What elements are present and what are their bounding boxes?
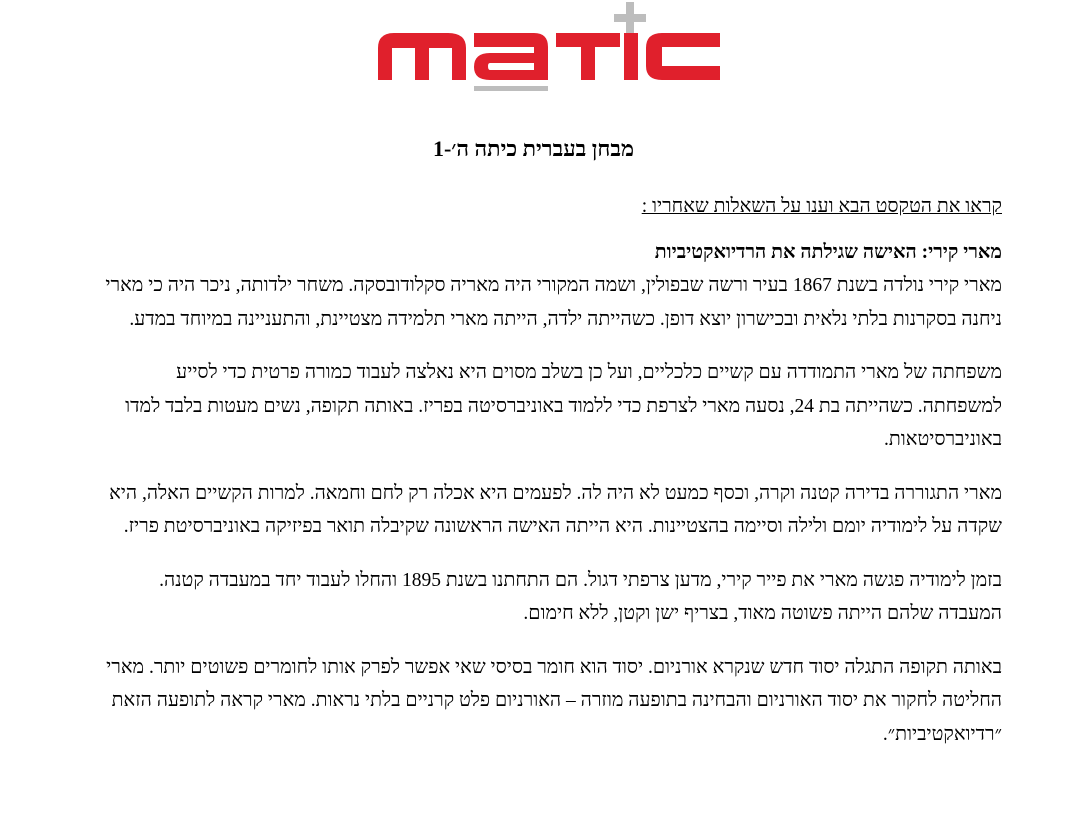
page-title: מבחן בעברית כיתה ה׳-1: [432, 136, 635, 161]
paragraph: מארי קירי נולדה בשנת 1867 בעיר ורשה שבפולין, ושמה המקורי היה מאריה סקלודובסקה. משחר ילדותה, ניכר היה כי מארי ניחנה בסקרנות בלתי נלאית ובכישרון יוצא דופן. כשהייתה ילדה, הייתה מארי תלמידה מצטיינת, והתעניינה במיוחד במדע.: [105, 275, 1002, 330]
article-subtitle: מארי קירי: האישה שגילתה את הרדיואקטיביות: [654, 241, 1002, 263]
logo-letter-i: [624, 33, 638, 80]
logo-letter-a: [474, 33, 548, 91]
paragraph: באותה תקופה התגלה יסוד חדש שנקרא אורניום. יסוד הוא חומר בסיסי שאי אפשר לפרק אותו לחומרים פשוטים יותר. מארי החליטה לחקור את יסוד האורניום והבחינה בתופעה מוזרה – האורניום פלט קרניים בלתי נראות. מארי קראה לתופעה הזאת ״רדיואקטיביות״.: [106, 656, 1002, 745]
paragraph: מארי התגוררה בדירה קטנה וקרה, וכסף כמעט לא היה לה. לפעמים היא אכלה רק לחם וחמאה. למרות הקשיים האלה, היא שקדה על לימודיה יומם ולילה וסיימה בהצטיינות. היא הייתה האישה הראשונה שקיבלה תואר בפיזיקה באוניברסיטת פריז.: [109, 482, 1002, 537]
logo-letter-t: [556, 33, 620, 80]
paragraph: משפחתה של מארי התמודדה עם קשיים כלכליים, ועל כן בשלב מסוים היא נאלצה לעבוד כמורה פרטית כדי לסייע למשפחתה. כשהייתה בת 24, נסעה מארי לצרפת כדי ללמוד באוניברסיטה בפריז. באותה תקופה, נשים מעטות בלבד למדו באוניברסיטאות.: [125, 362, 1002, 450]
instruction-text: קראו את הטקסט הבא וענו על השאלות שאחריו :: [641, 196, 1002, 217]
logo-letter-c: [646, 33, 720, 80]
plus-icon: [614, 2, 646, 34]
logo-letter-m: [378, 33, 466, 80]
matic-logo-graphic: [370, 0, 730, 100]
matic-logo: [370, 0, 730, 100]
document-body: [100, 190, 1002, 771]
paragraph: בזמן לימודיה פגשה מארי את פייר קירי, מדען צרפתי דגול. הם התחתנו בשנת 1895 והחלו לעבוד יחד במעבדה קטנה. המעבדה שלהם הייתה פשוטה מאוד, בצריף ישן וקטן, ללא חימום.: [159, 569, 1002, 624]
